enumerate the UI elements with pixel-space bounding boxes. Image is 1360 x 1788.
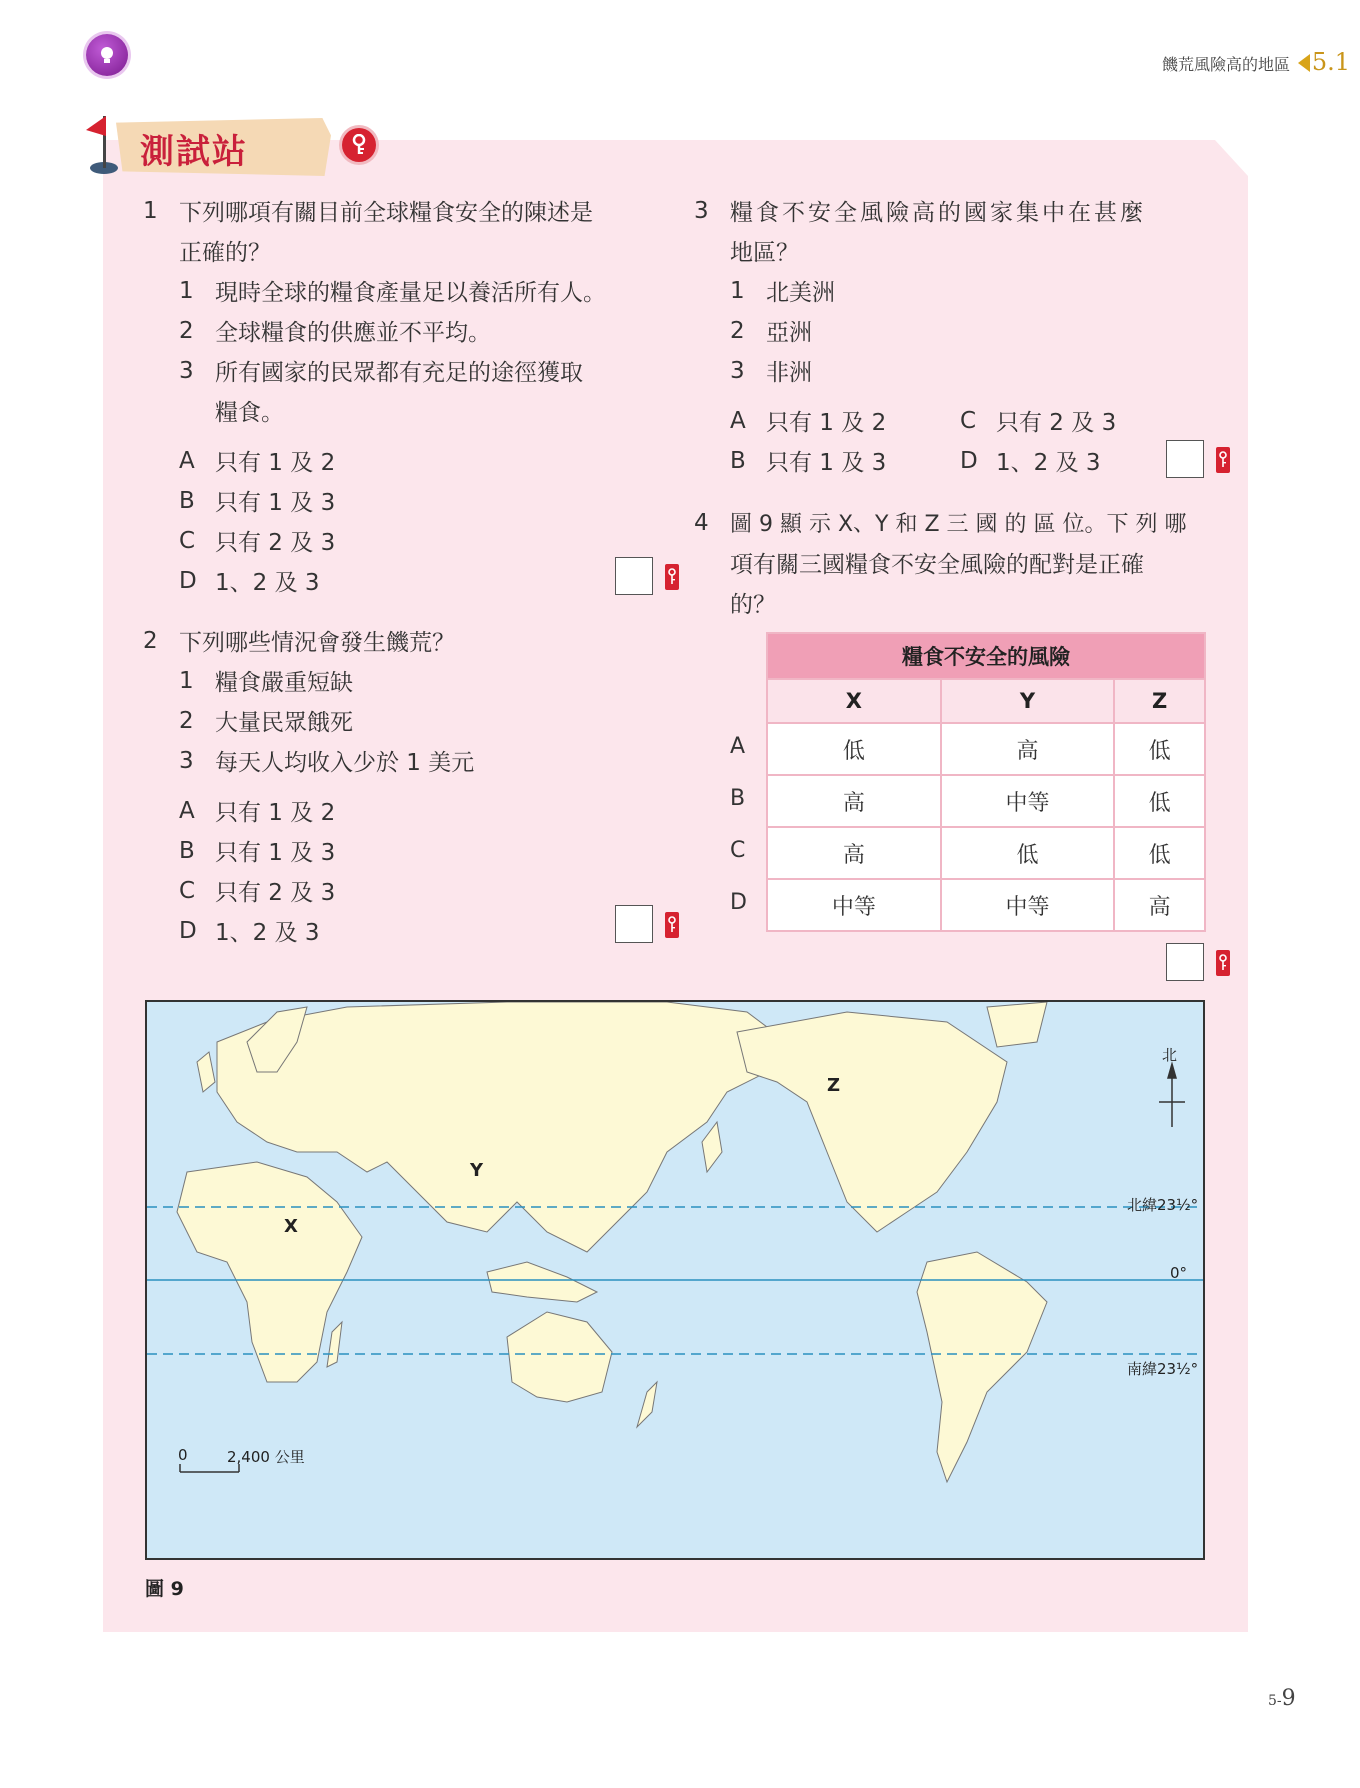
statement-text: 糧食嚴重短缺 (215, 670, 353, 696)
option-letter[interactable]: B (179, 488, 195, 514)
statement-number: 2 (179, 708, 194, 734)
british-isles (197, 1052, 215, 1092)
key-icon (1216, 950, 1230, 976)
risk-table (766, 632, 1206, 932)
table-cell: 高 (941, 723, 1115, 775)
statement-number: 3 (179, 748, 194, 774)
table-row (767, 723, 1205, 775)
flag-icon (82, 112, 122, 178)
statement-text: 現時全球的糧食產量足以養活所有人。 (215, 280, 606, 306)
answer-box[interactable] (1166, 440, 1204, 478)
statement-text: 全球糧食的供應並不平均。 (215, 320, 491, 346)
section-title: 饑荒風險高的地區 (1161, 55, 1290, 74)
option-text[interactable]: 1、2 及 3 (996, 450, 1101, 476)
question-number: 1 (143, 198, 158, 224)
statement-text: 北美洲 (766, 280, 835, 306)
question-text: 下列哪些情況會發生饑荒？ (179, 630, 455, 656)
madagascar (327, 1322, 342, 1367)
table-header-x: X (767, 679, 941, 723)
page-prefix: 5- (1268, 1693, 1282, 1709)
table-cell: 高 (767, 827, 941, 879)
country-z-label: Z (827, 1075, 841, 1096)
left-arrow-icon (1298, 54, 1310, 72)
option-text[interactable]: 只有 1 及 2 (215, 450, 336, 476)
table-cell: 中等 (941, 879, 1115, 931)
table-cell: 中等 (941, 775, 1115, 827)
running-head (960, 48, 1360, 78)
tropic-of-cancer-label: 北緯23½° (1127, 1196, 1199, 1214)
south-america-landmass (917, 1252, 1047, 1482)
option-letter[interactable]: A (730, 408, 746, 434)
option-letter[interactable]: D (730, 890, 747, 915)
statement-number: 1 (179, 278, 194, 304)
option-text[interactable]: 只有 1 及 3 (766, 450, 887, 476)
japan (702, 1122, 722, 1172)
option-text[interactable]: 1、2 及 3 (215, 920, 320, 946)
statement-number: 2 (179, 318, 194, 344)
option-letter[interactable]: B (179, 838, 195, 864)
option-text[interactable]: 只有 2 及 3 (215, 880, 336, 906)
north-america-landmass (737, 1012, 1007, 1232)
question-text: 的？ (730, 592, 776, 618)
statement-text: 大量民眾餓死 (215, 710, 353, 736)
option-letter[interactable]: C (179, 878, 196, 904)
question-text: 圖 9 顯 示 X、Y 和 Z 三 國 的 區 位。下 列 哪 (730, 512, 1187, 537)
country-y-label: Y (470, 1160, 484, 1181)
statement-text: 亞洲 (766, 320, 812, 346)
table-caption: 糧食不安全的風險 (767, 633, 1205, 679)
world-map (145, 1000, 1205, 1560)
lightbulb-icon (86, 34, 128, 76)
statement-text: 每天人均收入少於 1 美元 (215, 750, 475, 776)
statement-text: 非洲 (766, 360, 812, 386)
question-text: 下列哪項有關目前全球糧食安全的陳述是 (179, 200, 593, 226)
question-text: 糧食不安全風險高的國家集中在甚麼 (730, 200, 1146, 226)
quiz-banner (82, 112, 337, 178)
question-number: 4 (694, 510, 709, 536)
option-letter[interactable]: C (960, 408, 977, 434)
section-number: 5.1 (1311, 48, 1350, 76)
table-row (767, 827, 1205, 879)
table-cell: 低 (1114, 827, 1205, 879)
australia-landmass (507, 1312, 612, 1402)
statement-number: 1 (179, 668, 194, 694)
answer-box[interactable] (615, 905, 653, 943)
table-header-y: Y (941, 679, 1115, 723)
statement-number: 2 (730, 318, 745, 344)
option-letter[interactable]: D (960, 448, 978, 474)
option-letter[interactable]: C (730, 838, 746, 863)
option-text[interactable]: 只有 2 及 3 (996, 410, 1117, 436)
banner-title: 測試站 (140, 132, 248, 172)
map-graphic (147, 1002, 1203, 1558)
north-label: 北 (1162, 1046, 1178, 1064)
option-text[interactable]: 只有 1 及 3 (215, 490, 336, 516)
option-text[interactable]: 只有 2 及 3 (215, 530, 336, 556)
answer-box[interactable] (615, 557, 653, 595)
table-cell: 中等 (767, 879, 941, 931)
table-cell: 低 (941, 827, 1115, 879)
table-cell: 低 (767, 723, 941, 775)
table-cell: 低 (1114, 723, 1205, 775)
option-letter[interactable]: D (179, 568, 197, 594)
tropic-of-capricorn-label: 南緯23½° (1127, 1360, 1199, 1378)
new-zealand (637, 1382, 657, 1427)
option-letter[interactable]: A (179, 798, 195, 824)
key-icon (342, 128, 376, 162)
table-cell: 高 (1114, 879, 1205, 931)
page-number (1268, 1686, 1296, 1711)
statement-number: 3 (179, 358, 194, 384)
greenland (987, 1002, 1047, 1047)
question-text: 項有關三國糧食不安全風險的配對是正確 (730, 552, 1144, 578)
table-header-z: Z (1114, 679, 1205, 723)
option-text[interactable]: 只有 1 及 2 (215, 800, 336, 826)
key-icon (665, 912, 679, 938)
statement-number: 1 (730, 278, 745, 304)
option-text[interactable]: 1、2 及 3 (215, 570, 320, 596)
equator-label: 0° (1170, 1264, 1188, 1282)
southeast-asia-islands (487, 1262, 597, 1302)
question-text: 地區？ (730, 240, 799, 266)
statement-text: 糧食。 (215, 400, 284, 426)
question-number: 3 (694, 198, 709, 224)
option-text[interactable]: 只有 1 及 3 (215, 840, 336, 866)
option-text[interactable]: 只有 1 及 2 (766, 410, 887, 436)
question-number: 2 (143, 628, 158, 654)
table-row (767, 775, 1205, 827)
country-x-label: X (284, 1216, 298, 1237)
answer-box[interactable] (1166, 943, 1204, 981)
option-letter[interactable]: D (179, 918, 197, 944)
page-digit: 9 (1281, 1686, 1296, 1711)
scale-distance-label: 2,400 公里 (227, 1448, 305, 1466)
option-letter[interactable]: A (730, 734, 746, 759)
key-icon (665, 564, 679, 590)
question-text: 正確的？ (179, 240, 271, 266)
figure-label: 圖 9 (145, 1578, 184, 1600)
table-cell: 高 (767, 775, 941, 827)
statement-number: 3 (730, 358, 745, 384)
option-letter[interactable]: B (730, 448, 746, 474)
option-letter[interactable]: C (179, 528, 196, 554)
scale-zero-label: 0 (178, 1446, 188, 1464)
north-arrow-icon (1159, 1064, 1185, 1127)
table-cell: 低 (1114, 775, 1205, 827)
key-icon (1216, 447, 1230, 473)
option-letter[interactable]: A (179, 448, 195, 474)
statement-text: 所有國家的民眾都有充足的途徑獲取 (215, 360, 583, 386)
table-row (767, 879, 1205, 931)
option-letter[interactable]: B (730, 786, 746, 811)
